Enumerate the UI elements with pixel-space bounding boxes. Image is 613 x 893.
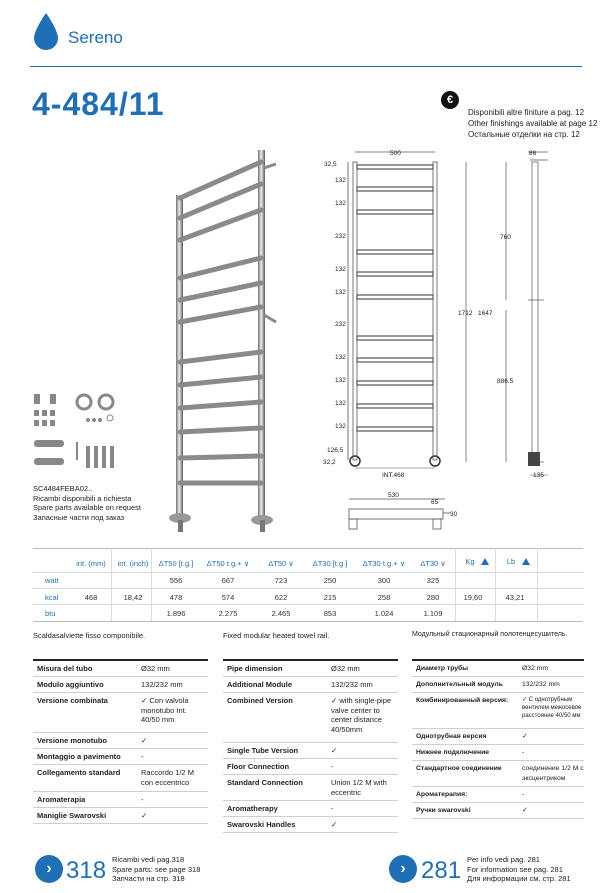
cell-kcal-6: 280 (426, 593, 440, 602)
triangle-up-icon (521, 557, 531, 566)
spec-ru-label: Ароматерапия: (416, 791, 468, 798)
cell-kcal-2: 574 (221, 593, 235, 602)
cell-watt-1: 556 (169, 576, 183, 585)
cell-watt-4: 250 (323, 576, 337, 585)
header-int-mm: int. (mm) (76, 559, 106, 568)
spec-ru-value: ✓ (522, 733, 528, 740)
dim-base-depth: 135 (533, 472, 544, 479)
spec-it-value: - (141, 795, 144, 804)
triangle-up-icon (480, 557, 490, 566)
dim-1647: 1647 (478, 310, 493, 317)
spec-ru-label: Диаметр трубы (416, 665, 469, 672)
spec-it-value: Raccordo 1/2 M con eccentrico (141, 768, 194, 787)
spec-ru-value: 132/232 mm (522, 681, 560, 688)
cell-btu-1: 1.896 (166, 609, 186, 618)
towel-rail-image (160, 140, 290, 535)
spec-en-value: ✓ with single-pipe valve center to center distance 40/50mm (331, 696, 392, 734)
spec-en-label: Aromatherapy (227, 804, 278, 813)
spec-en-label: Additional Module (227, 680, 292, 689)
header-dt50-tgv: ΔT50 t.g.+ ∨ (206, 559, 250, 568)
spec-en-value: - (331, 762, 334, 771)
spec-it-label: Montaggio a pavimento (37, 752, 121, 761)
spec-ru-value: ✓ С однотрубным вентилем межосевое расстояние 40/50 мм (522, 697, 582, 719)
dim-spacing-5: 132 (335, 289, 346, 296)
spec-ru-value: - (522, 791, 525, 798)
cell-watt-3: 723 (274, 576, 288, 585)
row-label-btu: btu (45, 609, 56, 618)
spec-it-value: ✓ Con valvola monotubo Int. 40/50 mm (141, 696, 189, 724)
dim-spacing-10: 132 (335, 423, 346, 430)
dim-spacing-7: 132 (335, 354, 346, 361)
spare-parts-note-en: Spare parts: see page 318 (112, 864, 201, 874)
header-divider (30, 66, 582, 67)
info-link-arrow[interactable]: › (389, 855, 417, 883)
spare-parts-note-it: Ricambi vedi pag.318 (112, 855, 185, 864)
dim-spacing-6: 232 (335, 321, 346, 328)
cell-btu-6: 1.109 (423, 609, 443, 618)
cell-kcal-5: 258 (377, 593, 391, 602)
description-ru: Модульный стационарный полотенцесушитель. (412, 631, 568, 638)
spec-it-label: Maniglie Swarovski (37, 811, 107, 820)
spare-parts-page-note (112, 855, 200, 884)
cell-kg: 19,60 (463, 593, 483, 602)
dim-spacing-8: 132 (335, 377, 346, 384)
spec-en-label: Pipe dimension (227, 664, 283, 673)
water-drop-icon (32, 12, 60, 50)
spec-it-label: Collegamento standard (37, 768, 121, 777)
dim-spacing-2: 132 (335, 200, 346, 207)
spec-ru-value: - (522, 749, 525, 756)
spare-parts-note-ru: Запчасти на стр. 318 (112, 874, 185, 883)
description-en: Fixed modular heated towel rail. (223, 631, 330, 640)
spare-parts-line-en: Spare parts available on request (33, 503, 141, 512)
dim-bottom-offset: 32,2 (323, 459, 336, 466)
header-dt50-v: ΔT50 ∨ (268, 559, 294, 568)
spec-en-value: Ø32 mm (331, 664, 360, 673)
dim-interaxis: INT.468 (382, 472, 405, 479)
dim-plan-30: 30 (450, 511, 458, 518)
spec-ru-label: Дополнительный модуль (416, 681, 503, 688)
spec-it-value: Ø32 mm (141, 664, 170, 673)
spare-parts-note (33, 484, 141, 522)
header-dt30-tgv: ΔT30 t.g.+ ∨ (362, 559, 406, 568)
spec-ru-label: Ручки swarovski (416, 807, 471, 814)
brand-name: Sereno (68, 28, 123, 47)
dim-spacing-4: 132 (335, 266, 346, 273)
dim-spacing-1: 132 (335, 177, 346, 184)
dim-760: 760 (500, 234, 511, 241)
spec-it-label: Versione monotubo (37, 736, 108, 745)
cell-kcal-3: 622 (274, 593, 288, 602)
spare-parts-image (30, 388, 125, 480)
info-note-en: For information see pag. 281 (467, 864, 563, 874)
cell-watt-2: 667 (221, 576, 235, 585)
front-dimension-drawing (345, 150, 445, 470)
spec-ru-value: соединение 1/2 M с эксцентриком (522, 765, 584, 782)
side-dimension-drawing (460, 150, 550, 480)
spec-en-value: 132/232 mm (331, 680, 373, 689)
spec-it-value: ✓ (141, 811, 148, 820)
spare-parts-line-ru: Запасные части под заказ (33, 512, 125, 522)
spec-en-value: ✓ (331, 820, 338, 829)
cell-int-mm: 468 (84, 593, 98, 602)
row-label-watt: watt (45, 576, 59, 585)
header-lb: Lb (506, 557, 516, 566)
spare-parts-page-number[interactable]: 318 (66, 857, 107, 884)
header-kg: Kg (465, 557, 475, 566)
cell-watt-5: 300 (377, 576, 391, 585)
spec-en-value: ✓ (331, 746, 338, 755)
spec-en-value: - (331, 804, 334, 813)
spec-ru-label: Стандартное соединение (416, 765, 502, 772)
finishes-line-en: Other finishings available at page 12 (468, 119, 598, 128)
spec-it-value: 132/232 mm (141, 680, 183, 689)
euro-icon: € (441, 91, 459, 109)
spare-parts-line-it: Ricambi disponibili a richiesta (33, 493, 132, 503)
dim-side-depth: 86 (529, 150, 537, 157)
finishes-line-ru: Остальные отделки на стр. 12 (468, 130, 580, 139)
cell-btu-5: 1.024 (374, 609, 394, 618)
dim-plan-65: 65 (431, 499, 439, 506)
info-page-number[interactable]: 281 (421, 857, 462, 884)
cell-btu-2: 2.275 (218, 609, 238, 618)
spec-it-label: Aromaterapia (37, 795, 86, 804)
info-page-note (467, 855, 571, 884)
spec-table-en (223, 659, 398, 829)
spec-it-label: Versione combinata (37, 696, 108, 705)
header-int-inch: int. (inch) (117, 559, 149, 568)
spec-ru-label: Комбинированный версия: (416, 697, 509, 704)
info-note-it: Per info vedi pag. 281 (467, 855, 540, 864)
spec-ru-label: Нижнее подключение (416, 749, 490, 756)
spare-parts-link-arrow[interactable]: › (35, 855, 63, 883)
header-dt50-tg: ΔT50 [t.g.] (158, 559, 194, 568)
spec-en-value: Union 1/2 M with eccentric (331, 778, 387, 797)
dim-1712: 1712 (458, 310, 473, 317)
dim-spacing-11: 126,5 (327, 447, 344, 454)
spec-it-value: ✓ (141, 736, 148, 745)
product-code: 4-484/11 (32, 86, 165, 122)
spec-en-label: Standard Connection (227, 778, 303, 787)
spec-en-label: Swarovski Handles (227, 820, 296, 829)
cell-int-inch: 18,42 (123, 593, 143, 602)
spec-ru-label: Однотрубная версия (416, 733, 487, 740)
row-label-kcal: kcal (45, 593, 59, 602)
spec-table-ru (412, 659, 584, 819)
dim-spacing-3: 232 (335, 233, 346, 240)
cell-btu-3: 2.465 (271, 609, 291, 618)
spec-ru-value: ✓ (522, 807, 528, 814)
cell-kcal-4: 215 (323, 593, 337, 602)
header-dt30-v: ΔT30 ∨ (420, 559, 446, 568)
spare-parts-code: SC4484FEBA02.. (33, 484, 93, 493)
plan-dimension-drawing (345, 495, 458, 535)
info-note-ru: Для информации см. стр. 281 (467, 874, 571, 883)
description-it: Scaldasalviette fisso componibile. (33, 631, 146, 640)
dim-width: 500 (390, 150, 401, 157)
spec-it-value: - (141, 752, 144, 761)
header-dt30-tg: ΔT30 [t.g.] (312, 559, 348, 568)
finishes-line-it: Disponibili altre finiture a pag. 12 (468, 108, 585, 117)
cell-lb: 43,21 (505, 593, 525, 602)
dim-top-offset: 32,5 (324, 161, 337, 168)
dim-spacing-9: 132 (335, 400, 346, 407)
spec-it-label: Misura del tubo (37, 664, 93, 673)
spec-it-label: Modulo aggiuntivo (37, 680, 104, 689)
spec-en-label: Floor Connection (227, 762, 290, 771)
spec-table-it (33, 659, 208, 824)
spec-ru-value: Ø32 mm (522, 665, 549, 672)
dim-886: 886.5 (497, 378, 514, 385)
dim-plan-width: 530 (388, 492, 399, 499)
finishes-note (468, 107, 597, 140)
spec-en-label: Combined Version (227, 696, 293, 705)
cell-btu-4: 853 (323, 609, 337, 618)
cell-watt-6: 325 (426, 576, 440, 585)
cell-kcal-1: 478 (169, 593, 183, 602)
spec-en-label: Single Tube Version (227, 746, 299, 755)
